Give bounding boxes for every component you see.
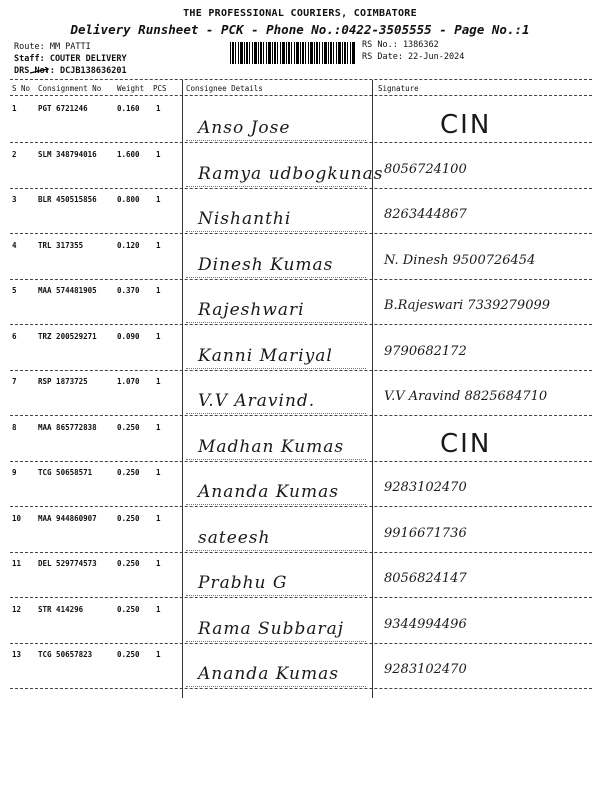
consignee-underline [186, 277, 366, 278]
consignee-name: Anso Jose [198, 118, 291, 138]
row-pcs: 1 [156, 195, 161, 204]
consignee-underline [186, 459, 366, 460]
row-consignment: MAA 865772838 [38, 422, 97, 432]
row-sno: 7 [12, 377, 17, 386]
row-weight: 1.070 [117, 377, 140, 386]
col-signature-header: Signature [378, 84, 419, 93]
row-consignment: TRZ 200529271 [38, 331, 97, 341]
runsheet-subtitle: Delivery Runsheet - PCK - Phone No.:0422-3505555 - Page No.:1 [70, 22, 530, 37]
signature-entry: 9344994496 [384, 616, 467, 632]
consignee-underline [186, 413, 366, 414]
consignee-name: Rajeshwari [198, 300, 305, 320]
row-sno: 3 [12, 195, 17, 204]
row-weight: 0.250 [117, 513, 140, 523]
row-weight: 0.800 [117, 195, 140, 204]
row-consignment: BLR 450515856 [38, 195, 97, 204]
row-pcs: 1 [156, 422, 161, 432]
row-separator [10, 415, 592, 416]
row-separator [10, 552, 592, 553]
row-pcs: 1 [156, 513, 161, 523]
arrow-icon [30, 67, 52, 75]
row-weight: 1.600 [117, 149, 140, 159]
row-separator [10, 233, 592, 234]
consignee-name: Ananda Kumas [198, 664, 339, 684]
consignee-name: Dinesh Kumas [198, 254, 334, 275]
row-sno: 12 [12, 604, 22, 614]
row-separator [10, 643, 592, 644]
row-weight: 0.250 [117, 650, 140, 659]
rs-date: RS Date: 22-Jun-2024 [362, 52, 465, 62]
row-pcs: 1 [156, 286, 161, 295]
row-separator [10, 597, 592, 598]
row-pcs: 1 [156, 149, 161, 159]
row-consignment: RSP 1873725 [38, 377, 88, 386]
signature-entry: V.V Aravind 8825684710 [384, 389, 548, 404]
row-weight: 0.250 [117, 559, 140, 568]
row-consignment: TCG 50658571 [38, 468, 93, 477]
row-sno: 4 [12, 240, 17, 250]
row-consignment: STR 414296 [38, 604, 84, 614]
signature-entry: CIN [440, 428, 492, 459]
row-weight: 0.250 [117, 604, 140, 614]
row-pcs: 1 [156, 104, 161, 113]
consignee-name: Madhan Kumas [198, 436, 345, 457]
staff-label: Staff: COUTER DELIVERY [14, 54, 127, 64]
column-divider [182, 80, 183, 698]
row-weight: 0.120 [117, 240, 140, 250]
row-separator [10, 279, 592, 280]
col-consignment-header: Consignment No [38, 84, 102, 93]
row-pcs: 1 [156, 377, 161, 386]
consignee-underline [186, 140, 366, 141]
row-pcs: 1 [156, 650, 161, 659]
header-bottom-rule [10, 95, 592, 96]
row-sno: 5 [12, 286, 17, 295]
row-sno: 8 [12, 422, 17, 432]
col-weight-header: Weight [117, 84, 145, 93]
row-consignment: MAA 944860907 [38, 513, 97, 523]
consignee-name: Ananda Kumas [198, 482, 339, 502]
row-separator [10, 188, 592, 189]
consignee-name: Ramya udbogkunas [198, 163, 384, 184]
consignee-underline [186, 322, 366, 323]
route-label: Route: MM PATTI [14, 42, 91, 52]
row-sno: 11 [12, 559, 22, 568]
row-weight: 0.370 [117, 286, 140, 295]
row-sno: 2 [12, 149, 17, 159]
consignee-underline [186, 504, 366, 505]
row-pcs: 1 [156, 240, 161, 250]
header-top-rule [10, 79, 592, 80]
consignee-underline [186, 686, 366, 687]
col-consignee-header: Consignee Details [186, 84, 263, 93]
signature-entry: N. Dinesh 9500726454 [384, 252, 536, 268]
signature-entry: 9790682172 [384, 343, 467, 359]
row-consignment: MAA 574481905 [38, 286, 97, 295]
consignee-underline [186, 641, 366, 642]
row-separator [10, 461, 592, 462]
row-sno: 9 [12, 468, 17, 477]
consignee-underline [186, 550, 366, 551]
signature-entry: B.Rajeswari 7339279099 [384, 298, 551, 313]
row-consignment: TRL 317355 [38, 240, 84, 250]
row-separator [10, 370, 592, 371]
signature-entry: 9283102470 [384, 480, 467, 495]
row-weight: 0.160 [117, 104, 140, 113]
signature-entry: 8056724100 [384, 161, 467, 177]
consignee-name: Rama Subbaraj [198, 618, 345, 639]
consignee-name: V.V Aravind. [198, 391, 316, 411]
row-sno: 10 [12, 513, 22, 523]
row-pcs: 1 [156, 331, 161, 341]
drs-number: DRS No.: DCJB138636201 [14, 66, 127, 76]
row-pcs: 1 [156, 604, 161, 614]
consignee-name: Kanni Mariyal [198, 345, 333, 366]
signature-entry: 9283102470 [384, 662, 467, 677]
rs-number: RS No.: 1386362 [362, 40, 439, 50]
row-weight: 0.090 [117, 331, 140, 341]
consignee-underline [186, 231, 366, 232]
consignee-underline [186, 368, 366, 369]
barcode [230, 42, 356, 64]
signature-entry: CIN [440, 110, 492, 140]
signature-entry: 8263444867 [384, 207, 467, 222]
row-consignment: SLM 348794016 [38, 149, 97, 159]
consignee-name: sateesh [198, 527, 271, 548]
row-consignment: DEL 529774573 [38, 559, 97, 568]
row-separator [10, 506, 592, 507]
consignee-name: Nishanthi [198, 209, 292, 229]
row-weight: 0.250 [117, 422, 140, 432]
row-pcs: 1 [156, 559, 161, 568]
row-consignment: PGT 6721246 [38, 104, 88, 113]
consignee-underline [186, 595, 366, 596]
consignee-underline [186, 186, 366, 187]
runsheet-title: THE PROFESSIONAL COURIERS, COIMBATORE [183, 8, 417, 19]
row-pcs: 1 [156, 468, 161, 477]
col-pcs-header: PCS [153, 84, 167, 93]
consignee-name: Prabhu G [198, 573, 288, 593]
signature-entry: 8056824147 [384, 571, 467, 586]
row-sno: 1 [12, 104, 17, 113]
row-separator [10, 324, 592, 325]
col-sno-header: S No [12, 84, 31, 93]
row-sno: 6 [12, 331, 17, 341]
row-separator [10, 142, 592, 143]
signature-entry: 9916671736 [384, 525, 467, 541]
row-consignment: TCG 50657823 [38, 650, 93, 659]
row-weight: 0.250 [117, 468, 140, 477]
row-separator [10, 688, 592, 689]
row-sno: 13 [12, 650, 22, 659]
